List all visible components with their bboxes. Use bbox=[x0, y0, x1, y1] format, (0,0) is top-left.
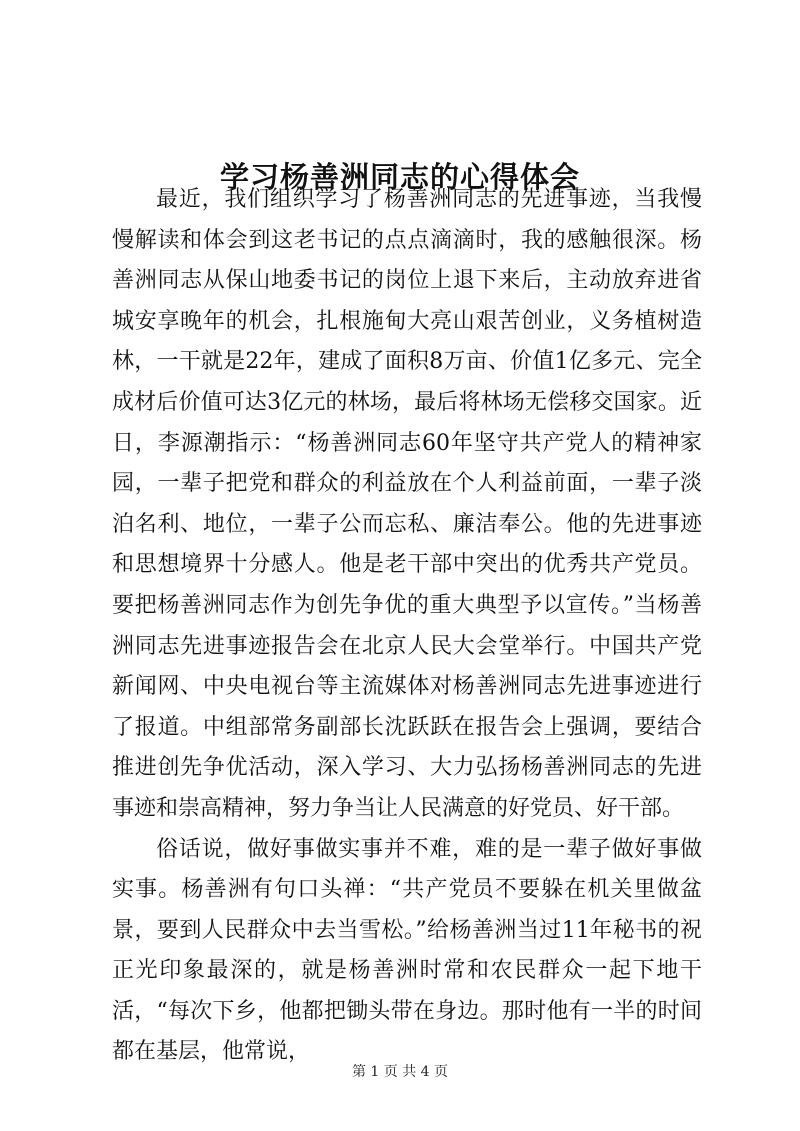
document-body bbox=[112, 180, 702, 1073]
paragraph-1: 最近，我们组织学习了杨善洲同志的先进事迹，当我慢慢解读和体会到这老书记的点点滴滴时，我的感触很深。杨善洲同志从保山地委书记的岗位上退下来后，主动放弃进省城安享晚年的机会，扎根施甸大亮山艰苦创业，义务植树造林，一干就是22年，建成了面积8万亩、价值1亿多元、完全成材后价值可达3亿元的林场，最后将林场无偿移交国家。近日，李源潮指示：“杨善洲同志60年坚守共产党人的精神家园，一辈子把党和群众的利益放在个人利益前面，一辈子淡泊名利、地位，一辈子公而忘私、廉洁奉公。他的先进事迹和思想境界十分感人。他是老干部中突出的优秀共产党员。要把杨善洲同志作为创先争优的重大典型予以宣传。”当杨善洲同志先进事迹报告会在北京人民大会堂举行。中国共产党新闻网、中央电视台等主流媒体对杨善洲同志先进事迹进行了报道。中组部常务副部长沈跃跃在报告会上强调，要结合推进创先争优活动，深入学习、大力弘扬杨善洲同志的先进事迹和崇高精神，努力争当让人民满意的好党员、好干部。 bbox=[112, 187, 702, 821]
page-number: 第 1 页 共 4 页 bbox=[351, 1064, 449, 1080]
paragraph-2: 俗话说，做好事做实事并不难，难的是一辈子做好事做实事。杨善洲有句口头禅：“共产党员不要躲在机关里做盆景，要到人民群众中去当雪松。”给杨善洲当过11年秘书的祝正光印象最深的，就是杨善洲时常和农民群众一起下地干活，“每次下乡，他都把锄头带在身边。那时他有一半的时间都在基层，他常说， bbox=[112, 836, 702, 1065]
document-title: 学习杨善洲同志的心得体会 bbox=[219, 160, 580, 195]
